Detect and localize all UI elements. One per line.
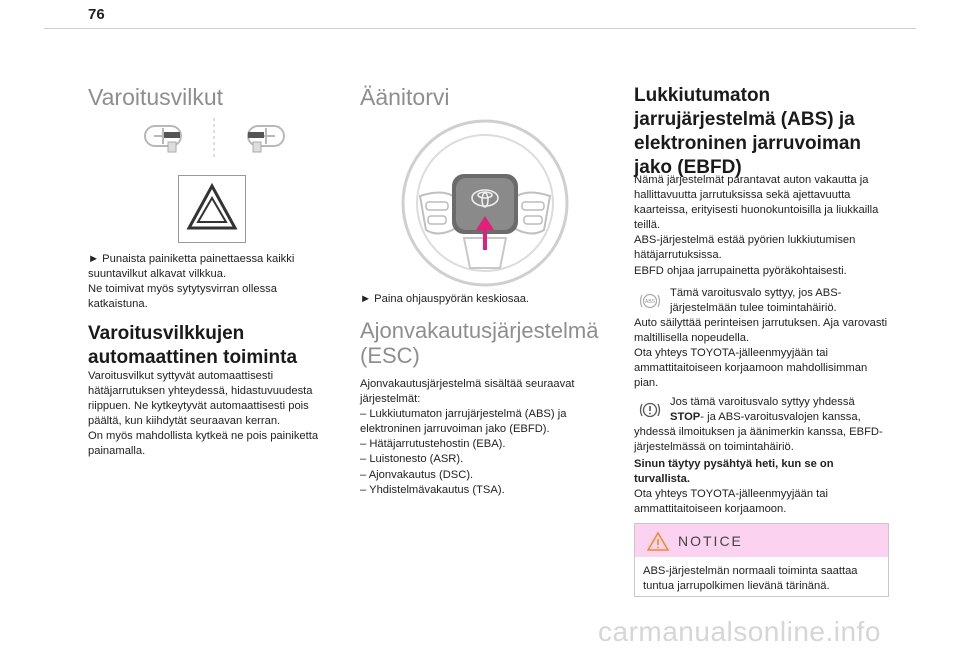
esc-title-line2: (ESC) — [360, 343, 420, 368]
abs-intro: Nämä järjestelmät parantavat auton vakautta ja hallittavuutta jarrutuksissa sekä ajettavuutta kaarteissa, erityisesti huonokuntoisilla ja liukkailla teillä. ABS-järjestelmä estää pyörien lukkiutumisen hätäjarrutuksissa. EBFD ohjaa jarrupainetta pyöräkohtaisesti. — [634, 174, 879, 277]
brake-lamp-text-a: Jos tämä varoitusvalo syttyy yhdessä — [670, 396, 855, 408]
svg-text:ABS: ABS — [644, 299, 656, 305]
esc-intro: Ajonvakautusjärjestelmä sisältää seuraavat järjestelmät: — [360, 378, 575, 406]
auto-hazard-title: Varoitusvilkkujen automaattinen toiminta — [88, 323, 298, 368]
brake-lamp-line1 — [670, 395, 890, 410]
abs-title: Lukkiutumaton jarrujärjestelmä (ABS) ja elektroninen jarruvoiman jako (EBFD) — [634, 85, 862, 178]
abs-closing: Ota yhteys TOYOTA-jälleenmyyjään tai ammattitaitoiseen korjaamoon. — [634, 488, 828, 516]
stop-label: STOP — [670, 411, 701, 423]
brake-lamp-text-b: - ja ABS-varoitusvalojen kanssa, yhdessä ilmoituksen ja äänimerkin kanssa, EBFD-järjestelmässä on toimintahäiriö. — [634, 411, 883, 454]
brake-lamp-paragraph — [634, 410, 890, 455]
watermark: carmanualsonline.info — [598, 616, 881, 647]
turn-signal-illustration — [140, 118, 290, 160]
esc-item: – Yhdistelmävakautus (TSA). — [360, 484, 505, 496]
hazard-triangle-icon — [179, 176, 245, 242]
esc-item: – Ajonvakautus (DSC). — [360, 469, 474, 481]
hazard-button-illustration — [178, 175, 246, 243]
esc-title-line1: Ajonvakautusjärjestelmä — [360, 318, 599, 343]
page-number: 76 — [88, 6, 105, 23]
esc-item: – Lukkiutumaton jarrujärjestelmä (ABS) ja elektroninen jarruvoiman jako (EBFD). — [360, 408, 567, 436]
steering-wheel-illustration — [394, 118, 576, 288]
abs-lamp-text: Tämä varoitusvalo syttyy, jos ABS-järjestelmään tulee toimintahäiriö. — [670, 287, 842, 315]
notice-title: NOTICE — [678, 533, 743, 549]
notice-box — [634, 523, 889, 597]
hazard-paragraph: ► Punaista painiketta painettaessa kaikki suuntavilkut alkavat vilkkua. Ne toimivat myös sytytysvirran ollessa katkaistuna. — [88, 253, 295, 311]
warning-triangle-icon — [647, 531, 669, 551]
abs-warning-icon — [639, 291, 661, 311]
notice-header — [635, 524, 888, 557]
stop-warning: Sinun täytyy pysähtyä heti, kun se on turvallista. — [634, 458, 834, 486]
abs-lamp-after: Auto säilyttää perinteisen jarrutuksen. Aja varovasti maltillisella nopeudella. Ota yhteys TOYOTA-jälleenmyyjään tai ammattitaitoiseen korjaamoon mahdollisimman pian. — [634, 317, 888, 390]
header-divider — [44, 28, 916, 29]
auto-hazard-paragraph: Varoitusvilkut syttyvät automaattisesti hätäjarrutuksen yhteydessä, hidastuvuudesta riippuen. Ne kytkeytyvät automaattisesti pois päältä, kun kiihdytät seuraavan kerran. On myös mahdollista kytkeä ne pois painiketta painamalla. — [88, 370, 319, 458]
horn-paragraph: ► Paina ohjauspyörän keskiosaa. — [360, 293, 530, 305]
horn-title: Äänitorvi — [360, 84, 450, 110]
esc-item: – Luistonesto (ASR). — [360, 453, 464, 465]
notice-text: ABS-järjestelmän normaali toiminta saattaa tuntua jarrupolkimen lievänä tärinänä. — [643, 565, 858, 593]
hazard-title: Varoitusvilkut — [88, 84, 224, 110]
esc-item: – Hätäjarrutustehostin (EBA). — [360, 438, 506, 450]
